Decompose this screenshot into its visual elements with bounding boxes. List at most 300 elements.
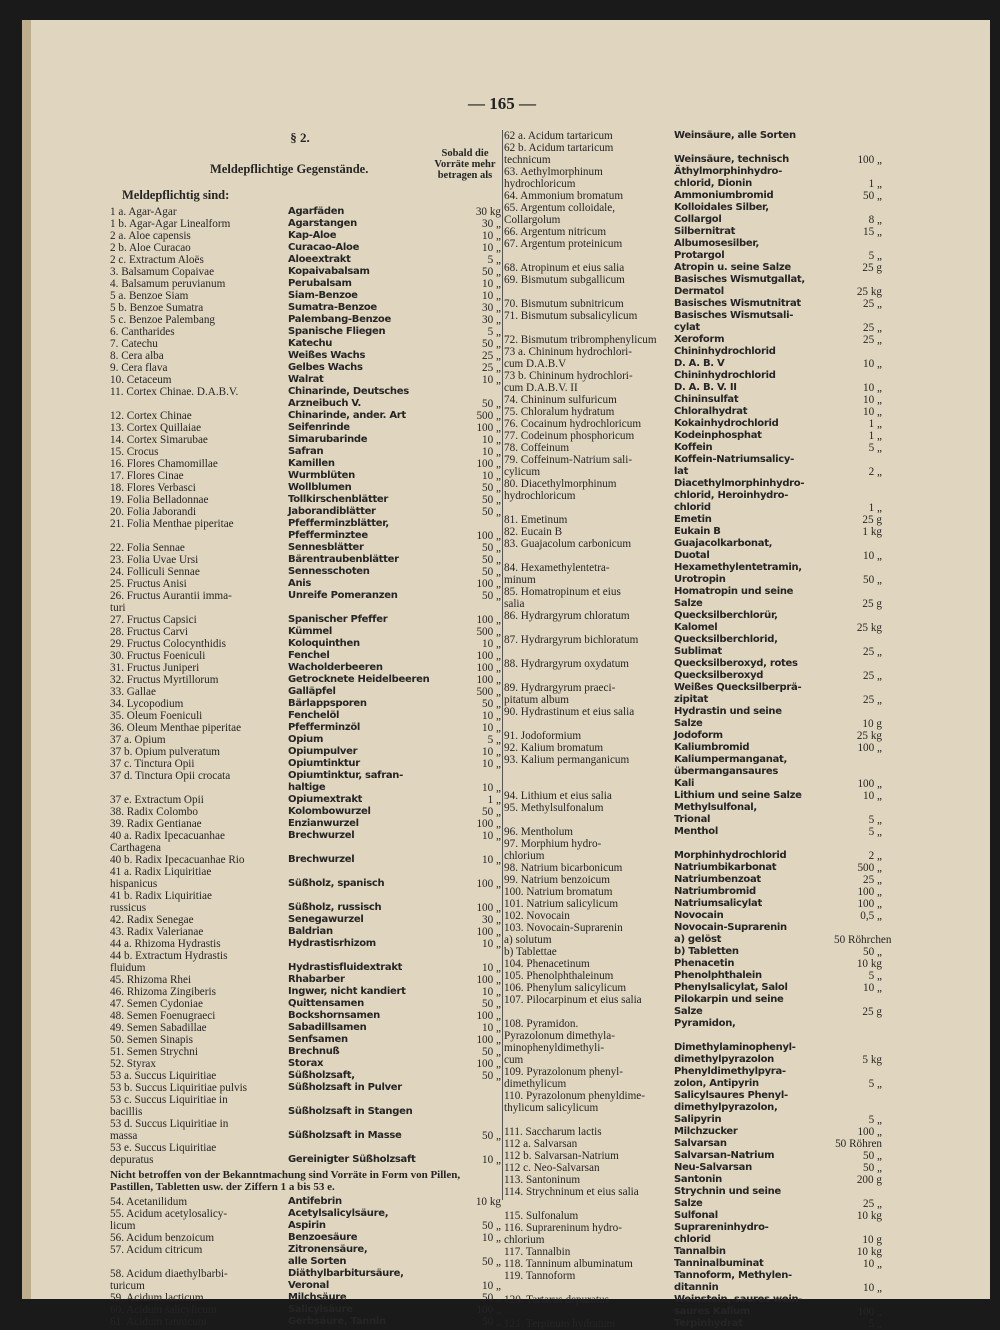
item-german-name: Neu-Salvarsan	[674, 1162, 752, 1173]
item-threshold: 500 „	[857, 862, 882, 874]
list-item	[504, 550, 884, 562]
item-latin-name: 84. Hexamethylentetra-	[504, 562, 610, 574]
item-threshold: 100 „	[476, 422, 501, 434]
item-threshold	[834, 766, 882, 778]
list-item	[110, 422, 502, 434]
item-latin-name: 44 a. Rhizoma Hydrastis	[110, 938, 221, 950]
list-item	[504, 274, 884, 286]
item-threshold	[453, 386, 501, 398]
item-threshold	[453, 1094, 501, 1106]
item-latin-name: 32. Fructus Myrtillorum	[110, 674, 219, 686]
list-item	[504, 1162, 884, 1174]
item-german-name: Salicylsaures Phenyl-	[674, 1090, 788, 1101]
item-threshold: 200 g	[856, 1174, 882, 1186]
item-threshold	[834, 274, 882, 286]
list-item	[504, 190, 884, 202]
item-latin-name: 36. Oleum Menthae piperitae	[110, 722, 242, 734]
list-item	[110, 230, 502, 242]
item-german-name: Hexamethylentetramin,	[674, 562, 802, 573]
item-latin-name: 34. Lycopodium	[110, 698, 184, 710]
item-threshold: 30 „	[482, 302, 501, 314]
list-item	[504, 874, 884, 886]
item-latin-name: 102. Novocain	[504, 910, 570, 922]
list-item	[504, 562, 884, 574]
item-german-name: Milchzucker	[674, 1126, 738, 1137]
item-latin-name: 82. Eucain B	[504, 526, 563, 538]
item-threshold	[834, 586, 882, 598]
item-german-name: Chinarinde, Deutsches	[288, 386, 409, 397]
item-threshold	[834, 130, 882, 142]
item-threshold: 50 „	[482, 698, 501, 710]
item-german-name: Antifebrin	[288, 1196, 342, 1207]
list-item	[110, 410, 502, 422]
item-german-name	[288, 1118, 453, 1130]
list-item	[504, 1318, 884, 1330]
item-german-name: Weinsäure, alle Sorten	[674, 130, 796, 141]
list-item	[110, 1058, 502, 1070]
item-german-name: Natriumbenzoat	[674, 874, 761, 885]
item-latin-name: 45. Rhizoma Rhei	[110, 974, 192, 986]
item-german-name: Palembang-Benzoe	[288, 314, 391, 325]
column-divider	[502, 130, 503, 1200]
item-german-name: Veronal	[288, 1280, 329, 1291]
list-item	[504, 478, 884, 490]
list-item	[504, 526, 884, 538]
list-item	[110, 710, 502, 722]
threshold-header: Sobald die Vorräte mehr betragen als	[434, 148, 496, 181]
list-item	[504, 598, 884, 610]
item-threshold: 100 „	[857, 886, 882, 898]
list-item	[110, 1010, 502, 1022]
list-item	[504, 766, 884, 778]
item-german-name: Albumosesilber,	[674, 238, 759, 249]
list-item	[110, 1046, 502, 1058]
list-item	[110, 266, 502, 278]
list-item	[110, 1292, 502, 1304]
item-german-name: Kodeinphosphat	[674, 430, 762, 441]
item-threshold: 500 „	[476, 686, 501, 698]
list-item	[504, 1018, 884, 1030]
list-item	[110, 842, 502, 854]
item-threshold	[834, 922, 882, 934]
item-german-name: lat	[674, 466, 689, 477]
item-german-name: Kap-Aloe	[288, 230, 337, 241]
item-german-name: Santonin	[674, 1174, 722, 1185]
item-latin-name: 99. Natrium benzoicum	[504, 874, 610, 886]
item-latin-name: 28. Fructus Carvi	[110, 626, 188, 638]
item-latin-name: 2 c. Extractum Aloës	[110, 254, 204, 266]
list-item	[504, 706, 884, 718]
item-german-name: dimethylpyrazolon	[674, 1054, 774, 1065]
item-threshold: 10 „	[482, 758, 501, 770]
list-item	[110, 1232, 502, 1244]
item-threshold: 8 „	[868, 214, 882, 226]
item-german-name: saures Kalium	[674, 1306, 750, 1317]
item-latin-name: 117. Tannalbin	[504, 1246, 571, 1258]
item-threshold: 10 „	[482, 830, 501, 842]
item-german-name: übermangansaures	[674, 766, 778, 777]
item-german-name: Anis	[288, 578, 312, 589]
item-threshold	[834, 166, 882, 178]
item-threshold: 10 „	[482, 374, 501, 386]
item-german-name: Opiumextrakt	[288, 794, 363, 805]
item-german-name: Siam-Benzoe	[288, 290, 358, 301]
item-latin-name: a) solutum	[504, 934, 552, 946]
item-latin-name: 73 a. Chininum hydrochlori-	[504, 346, 633, 358]
item-latin-name: licum	[110, 1220, 136, 1232]
list-item	[110, 470, 502, 482]
list-item	[504, 826, 884, 838]
list-item	[504, 334, 884, 346]
list-item	[504, 430, 884, 442]
item-threshold: 10 „	[482, 746, 501, 758]
item-threshold	[453, 1118, 501, 1130]
item-latin-name: turi	[110, 602, 126, 614]
item-german-name: Sublimat	[674, 646, 722, 657]
item-german-name: ditannin	[674, 1282, 719, 1293]
item-german-name: Emetin	[674, 514, 712, 525]
item-latin-name: 53 c. Succus Liquiritiae in	[110, 1094, 228, 1106]
item-threshold: 25 „	[863, 670, 882, 682]
item-latin-name: 53 e. Succus Liquiritiae	[110, 1142, 217, 1154]
item-german-name: Wollblumen	[288, 482, 352, 493]
item-latin-name: 81. Emetinum	[504, 514, 568, 526]
list-item	[504, 658, 884, 670]
item-german-name: Senegawurzel	[288, 914, 364, 925]
item-latin-name: 13. Cortex Quillaiae	[110, 422, 202, 434]
list-item	[504, 1270, 884, 1282]
item-threshold: 2 „	[868, 466, 882, 478]
item-german-name: Koloquinthen	[288, 638, 360, 649]
list-item	[110, 1256, 502, 1268]
item-list-2	[110, 1196, 502, 1328]
item-german-name: Basisches Wismutsali-	[674, 310, 794, 321]
list-item	[504, 202, 884, 214]
item-latin-name: 113. Santoninum	[504, 1174, 581, 1186]
list-item	[504, 790, 884, 802]
item-german-name: Milchsäure	[288, 1292, 347, 1303]
item-threshold: 30 kg	[475, 206, 501, 218]
item-threshold: 100 „	[476, 614, 501, 626]
item-german-name: chlorid	[674, 1234, 711, 1245]
item-latin-name: 68. Atropinum et eius salia	[504, 262, 625, 274]
item-german-name: chlorid, Dionin	[674, 178, 752, 189]
item-latin-name	[504, 766, 674, 778]
item-german-name: chlorid	[674, 502, 711, 513]
list-item	[504, 1054, 884, 1066]
item-german-name: Novocain-Suprarenin	[674, 922, 787, 933]
item-german-name: Zitronensäure,	[288, 1244, 368, 1255]
list-item	[110, 446, 502, 458]
list-item	[110, 566, 502, 578]
list-item	[110, 878, 502, 890]
item-german-name: Duotal	[674, 550, 710, 561]
item-german-name: Bärentraubenblätter	[288, 554, 399, 565]
item-latin-name	[504, 1006, 674, 1018]
item-german-name: Aloeextrakt	[288, 254, 351, 265]
list-item	[110, 1208, 502, 1220]
list-item	[504, 742, 884, 754]
item-threshold	[834, 142, 882, 154]
item-latin-name: 75. Chloralum hydratum	[504, 406, 615, 418]
item-german-name: Koffein-Natriumsalicy-	[674, 454, 794, 465]
item-german-name: Natriumbikarbonat	[674, 862, 777, 873]
list-item	[504, 538, 884, 550]
item-threshold: 50 „	[482, 566, 501, 578]
item-german-name: Phenylsalicylat, Salol	[674, 982, 788, 993]
item-latin-name	[110, 530, 288, 542]
item-german-name: Süßholzsaft in Masse	[288, 1130, 402, 1141]
item-german-name: Sabadillsamen	[288, 1022, 367, 1033]
item-threshold: 100 „	[476, 458, 501, 470]
item-german-name	[674, 838, 834, 850]
item-german-name: Brechnuß	[288, 1046, 340, 1057]
list-item	[110, 614, 502, 626]
list-item	[504, 358, 884, 370]
item-german-name: Opiumpulver	[288, 746, 358, 757]
list-item	[110, 554, 502, 566]
item-latin-name: 121. Terpinum hydratum	[504, 1318, 616, 1330]
item-latin-name: 1 a. Agar-Agar	[110, 206, 177, 218]
item-german-name: Fenchelöl	[288, 710, 340, 721]
item-threshold: 50 „	[863, 574, 882, 586]
item-latin-name: depuratus	[110, 1154, 154, 1166]
item-latin-name: 40 b. Radix Ipecacuanhae Rio	[110, 854, 245, 866]
list-item	[504, 214, 884, 226]
item-threshold: 5 „	[868, 442, 882, 454]
list-item	[504, 1066, 884, 1078]
list-item	[110, 866, 502, 878]
item-german-name: Quecksilberoxyd	[674, 670, 764, 681]
item-latin-name: 7. Catechu	[110, 338, 158, 350]
item-latin-name: 67. Argentum proteinicum	[504, 238, 623, 250]
item-threshold	[834, 634, 882, 646]
list-item	[504, 226, 884, 238]
list-item	[110, 770, 502, 782]
list-item	[110, 962, 502, 974]
item-german-name: Jaborandiblätter	[288, 506, 376, 517]
item-threshold: 10 „	[863, 358, 882, 370]
item-german-name: Urotropin	[674, 574, 726, 585]
item-latin-name: 95. Methylsulfonalum	[504, 802, 604, 814]
item-german-name: Süßholzsaft,	[288, 1070, 355, 1081]
item-latin-name: 112 a. Salvarsan	[504, 1138, 578, 1150]
item-german-name: Bockshornsamen	[288, 1010, 380, 1021]
item-threshold: 10 g	[862, 718, 882, 730]
item-latin-name: 2 b. Aloe Curacao	[110, 242, 191, 254]
item-threshold: 1 „	[868, 178, 882, 190]
item-latin-name: 24. Folliculi Sennae	[110, 566, 200, 578]
item-latin-name: 56. Acidum benzoicum	[110, 1232, 215, 1244]
list-item	[504, 490, 884, 502]
list-item	[110, 602, 502, 614]
item-german-name: Kaliumpermanganat,	[674, 754, 788, 765]
item-german-name: Simarubarinde	[288, 434, 368, 445]
item-german-name: alle Sorten	[288, 1256, 347, 1267]
item-german-name	[288, 842, 453, 854]
item-threshold: 50 „	[482, 806, 501, 818]
subtitle: Meldepflichtig sind:	[122, 188, 230, 202]
item-german-name: Bärlappsporen	[288, 698, 367, 709]
item-threshold	[453, 890, 501, 902]
item-german-name: Weißes Wachs	[288, 350, 366, 361]
item-threshold: 100 „	[857, 898, 882, 910]
item-threshold: 100 „	[476, 926, 501, 938]
list-item	[110, 686, 502, 698]
item-threshold: 100 „	[476, 674, 501, 686]
item-threshold: 100 „	[857, 742, 882, 754]
item-german-name: Lithium und seine Salze	[674, 790, 802, 801]
item-german-name: Terpinhydrat	[674, 1318, 743, 1329]
item-latin-name: 110. Pyrazolonum phenyldime-	[504, 1090, 645, 1102]
list-item	[110, 1280, 502, 1292]
item-threshold: 10 kg	[475, 1196, 501, 1208]
item-latin-name: 5 a. Benzoe Siam	[110, 290, 189, 302]
item-latin-name: 115. Sulfonalum	[504, 1210, 579, 1222]
list-item	[504, 322, 884, 334]
item-threshold: 10 „	[863, 1282, 882, 1294]
list-item	[110, 1268, 502, 1280]
item-latin-name: 76. Cocainum hydrochloricum	[504, 418, 642, 430]
list-item	[110, 590, 502, 602]
item-german-name: Collargol	[674, 214, 722, 225]
item-latin-name: pitatum album	[504, 694, 569, 706]
list-item	[110, 1304, 502, 1316]
list-item	[110, 818, 502, 830]
item-latin-name: 11. Cortex Chinae. D.A.B.V.	[110, 386, 239, 398]
item-german-name: Chinarinde, ander. Art	[288, 410, 406, 421]
item-latin-name: 71. Bismutum subsalicylicum	[504, 310, 638, 322]
list-item	[110, 698, 502, 710]
item-threshold: 50 „	[482, 1256, 501, 1268]
item-german-name: Phenacetin	[674, 958, 735, 969]
item-german-name: Chininsulfat	[674, 394, 739, 405]
item-latin-name: 101. Natrium salicylicum	[504, 898, 619, 910]
item-german-name: Menthol	[674, 826, 718, 837]
list-item	[110, 1106, 502, 1118]
list-item	[504, 454, 884, 466]
item-latin-name: 14. Cortex Simarubae	[110, 434, 208, 446]
item-german-name: Opium	[288, 734, 324, 745]
item-threshold: 10 „	[863, 1258, 882, 1270]
list-item	[504, 958, 884, 970]
item-latin-name: 119. Tannoform	[504, 1270, 576, 1282]
item-german-name: Rhabarber	[288, 974, 345, 985]
list-item	[504, 670, 884, 682]
list-item	[110, 746, 502, 758]
item-threshold: 500 „	[476, 410, 501, 422]
list-item	[110, 854, 502, 866]
item-threshold: 25 g	[862, 598, 882, 610]
item-latin-name	[504, 1306, 674, 1318]
item-threshold: 500 „	[476, 626, 501, 638]
item-german-name: Quecksilberchlorid,	[674, 634, 778, 645]
item-german-name: Kümmel	[288, 626, 332, 637]
item-german-name: Jodoform	[674, 730, 723, 741]
list-item	[504, 1294, 884, 1306]
item-threshold	[453, 842, 501, 854]
item-threshold: 25 „	[863, 298, 882, 310]
item-threshold	[834, 610, 882, 622]
item-german-name: Galläpfel	[288, 686, 336, 697]
item-german-name: Aspirin	[288, 1220, 326, 1231]
list-item	[504, 418, 884, 430]
item-latin-name: 100. Natrium bromatum	[504, 886, 613, 898]
item-threshold: 30 „	[482, 314, 501, 326]
item-threshold: 1 kg	[862, 526, 882, 538]
item-german-name: Weinsäure, technisch	[674, 154, 789, 165]
item-latin-name	[504, 814, 674, 826]
item-german-name: Chininhydrochlorid	[674, 346, 776, 357]
item-german-name: zipitat	[674, 694, 709, 705]
list-item	[504, 1126, 884, 1138]
item-threshold: 2 „	[868, 850, 882, 862]
item-german-name	[288, 1142, 453, 1154]
list-item	[504, 574, 884, 586]
item-german-name: Kolloidales Silber,	[674, 202, 769, 213]
item-latin-name: 16. Flores Chamomillae	[110, 458, 218, 470]
item-german-name: Methylsulfonal,	[674, 802, 757, 813]
list-item	[504, 262, 884, 274]
item-latin-name	[110, 782, 288, 794]
item-threshold: 25 g	[862, 1006, 882, 1018]
item-latin-name: 52. Styrax	[110, 1058, 156, 1070]
item-threshold: 10 „	[482, 1022, 501, 1034]
item-latin-name: 9. Cera flava	[110, 362, 168, 374]
item-threshold: 100 „	[476, 1010, 501, 1022]
list-item	[110, 1034, 502, 1046]
list-item	[110, 806, 502, 818]
item-threshold: 5 „	[487, 734, 501, 746]
item-list-3	[504, 130, 892, 1330]
item-threshold: 10 „	[863, 982, 882, 994]
item-latin-name	[504, 670, 674, 682]
item-threshold: 10 „	[863, 406, 882, 418]
item-german-name: Acetylsalicylsäure,	[288, 1208, 389, 1219]
list-item	[110, 494, 502, 506]
item-german-name: Quittensamen	[288, 998, 364, 1009]
item-latin-name: 8. Cera alba	[110, 350, 164, 362]
item-latin-name: 93. Kalium permanganicum	[504, 754, 630, 766]
item-latin-name: 109. Pyrazolonum phenyl-	[504, 1066, 624, 1078]
item-threshold: 100 „	[476, 530, 501, 542]
item-german-name	[288, 890, 453, 902]
item-latin-name: 63. Aethylmorphinum	[504, 166, 603, 178]
item-threshold: 10 „	[482, 782, 501, 794]
list-item	[110, 1082, 502, 1094]
item-german-name: Salipyrin	[674, 1114, 722, 1125]
item-german-name: Salze	[674, 1006, 703, 1017]
list-item	[504, 814, 884, 826]
item-latin-name: 5 c. Benzoe Palembang	[110, 314, 216, 326]
list-item	[110, 506, 502, 518]
item-german-name: haltige	[288, 782, 326, 793]
item-latin-name	[504, 250, 674, 262]
item-threshold	[453, 1244, 501, 1256]
item-latin-name: 38. Radix Colombo	[110, 806, 198, 818]
list-item	[110, 386, 502, 398]
item-threshold: 10 „	[482, 230, 501, 242]
item-german-name: Ingwer, nicht kandiert	[288, 986, 406, 997]
item-german-name: Weißes Quecksilberprä-	[674, 682, 802, 693]
item-german-name: Koffein	[674, 442, 713, 453]
item-threshold: 5 „	[868, 1114, 882, 1126]
page-spine	[22, 20, 31, 1299]
item-latin-name: cum D.A.B.V. II	[504, 382, 578, 394]
item-latin-name: 72. Bismutum tribromphenylicum	[504, 334, 657, 346]
item-german-name: Brechwurzel	[288, 854, 355, 865]
item-latin-name: 91. Jodoformium	[504, 730, 582, 742]
